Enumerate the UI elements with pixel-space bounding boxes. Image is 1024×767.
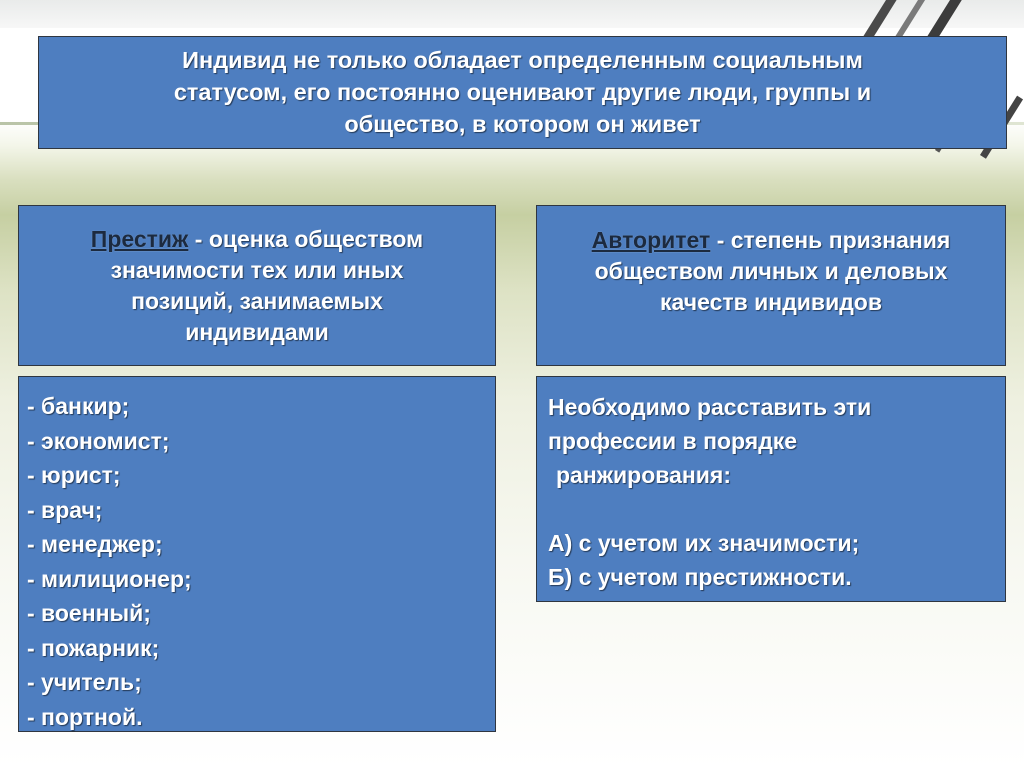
authority-line-2: обществом личных и деловых [594,258,948,284]
list-item: - военный; [27,600,151,626]
list-item: - менеджер; [27,531,163,557]
task-spacer [548,492,1005,526]
task-line-3: ранжирования: [556,462,732,488]
prestige-line-1-rest: - оценка обществом [188,226,424,252]
list-item: - пожарник; [27,634,160,661]
task-line-1: Необходимо расставить эти [548,394,872,420]
prestige-definition-box [18,205,496,366]
list-item: - юрист; [27,462,121,488]
task-option-b: Б) с учетом престижности. [548,564,852,590]
prestige-line-2: значимости тех или иных [110,257,404,283]
intro-box [38,36,1007,149]
list-item: - банкир; [27,393,130,419]
intro-line-2: статусом, его постоянно оценивают другие люди, группы и [173,79,872,105]
list-item: - врач; [27,496,103,523]
task-option-a: А) с учетом их значимости; [548,530,860,556]
authority-line-1 [537,225,1005,256]
professions-list [27,389,495,734]
intro-line-1: Индивид не только обладает определенным социальным [182,47,863,73]
intro-line-3: общество, в котором он живет [344,111,701,137]
list-item: - портной. [27,703,143,730]
authority-term: Авторитет [591,227,711,253]
authority-line-3: качеств индивидов [660,289,882,315]
prestige-term: Престиж [90,226,189,252]
authority-definition-box [536,205,1006,366]
task-line-2: профессии в порядке [548,428,798,454]
professions-list-box [18,376,496,732]
list-item: - учитель; [27,669,142,695]
list-item: - экономист; [27,427,170,454]
task-box [536,376,1006,602]
prestige-line-1 [19,224,495,255]
list-item: - милиционер; [27,565,192,592]
prestige-line-4: индивидами [185,319,329,345]
authority-line-1-rest: - степень признания [710,227,951,253]
prestige-line-3: позиций, занимаемых [131,288,383,314]
